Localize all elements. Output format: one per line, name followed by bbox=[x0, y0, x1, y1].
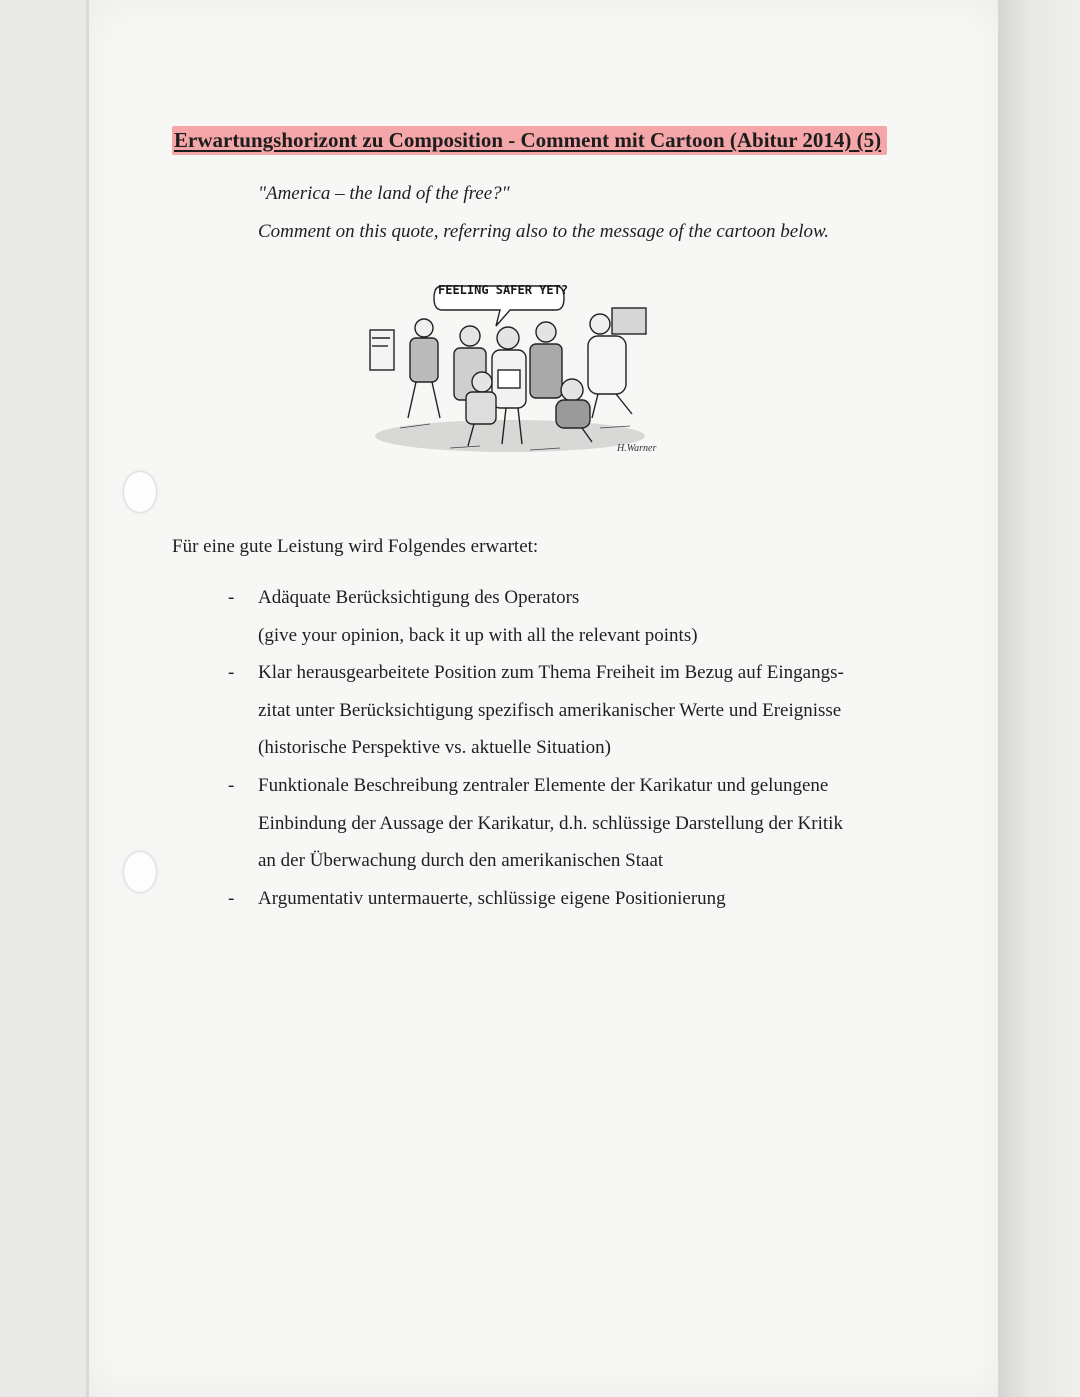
figure-right bbox=[588, 308, 646, 418]
cartoon-ground bbox=[375, 420, 645, 452]
bullet-dash: - bbox=[228, 587, 235, 608]
scan-edge bbox=[998, 0, 1080, 1397]
bullet-dash: - bbox=[228, 775, 235, 796]
prompt-instruction: Comment on this quote, referring also to the message of the cartoon below. bbox=[258, 221, 830, 242]
expectation-item bbox=[228, 579, 928, 654]
item-line: Einbindung der Aussage der Karikatur, d.h. schlüssige Darstellung der Kritik bbox=[258, 812, 843, 834]
punch-hole-top bbox=[124, 472, 156, 512]
item-line: (give your opinion, back it up with all the relevant points) bbox=[258, 624, 698, 646]
prompt-quote: "America – the land of the free?" bbox=[258, 183, 510, 204]
item-line: Argumentativ untermauerte, schlüssige eigene Positionierung bbox=[258, 888, 726, 909]
bullet-dash: - bbox=[228, 888, 235, 909]
cartoon-signature: H.Warner bbox=[617, 443, 657, 454]
item-line: zitat unter Berücksichtigung spezifisch amerikanischer Werte und Ereignisse bbox=[258, 699, 842, 721]
expectations-intro: Für eine gute Leistung wird Folgendes erwartet: bbox=[172, 536, 539, 557]
bullet-dash: - bbox=[228, 662, 235, 683]
item-line: Funktionale Beschreibung zentraler Elemente der Karikatur und gelungene bbox=[258, 775, 829, 796]
title-highlight: Erwartungshorizont zu Composition - Comment mit Cartoon (Abitur 2014) (5) bbox=[172, 126, 887, 155]
expectation-item bbox=[228, 880, 928, 918]
document-title bbox=[172, 128, 887, 153]
cartoon-illustration bbox=[360, 278, 680, 468]
item-line: Adäquate Berücksichtigung des Operators bbox=[258, 587, 580, 608]
item-line: (historische Perspektive vs. aktuelle Situation) bbox=[258, 737, 612, 759]
punch-hole-bottom bbox=[124, 852, 156, 892]
expectation-item bbox=[228, 767, 928, 880]
figure-left bbox=[370, 319, 440, 418]
expectation-item bbox=[228, 654, 928, 767]
cartoon-speech-text: FEELING SAFER YET? bbox=[438, 283, 569, 297]
item-line: an der Überwachung durch den amerikanischen Staat bbox=[258, 850, 664, 872]
item-line: Klar herausgearbeitete Position zum Thema Freiheit im Bezug auf Eingangs- bbox=[258, 662, 844, 683]
